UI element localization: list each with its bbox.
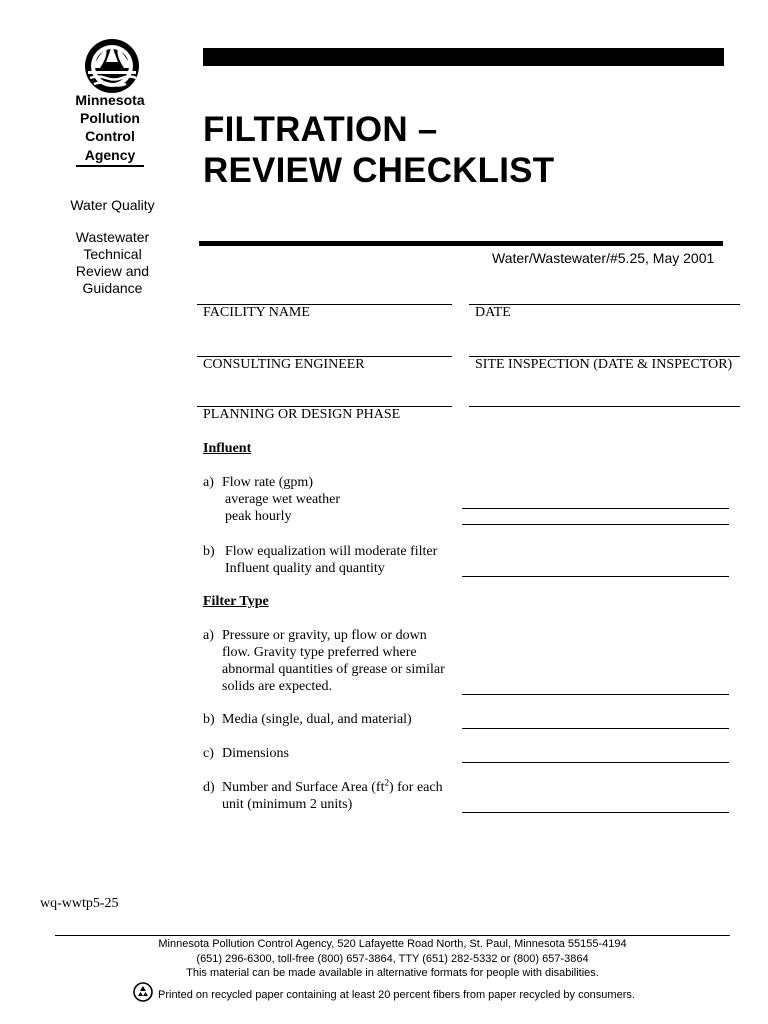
date-label: DATE [475,305,511,320]
footer-address: Minnesota Pollution Control Agency, 520 Lafayette Road North, St. Paul, Minnesota 55155-4194 [158,938,627,950]
footer-recycled-note: Printed on recycled paper containing at least 20 percent fibers from paper recycled by consumers. [158,989,635,1001]
site-inspection-label: SITE INSPECTION (DATE & INSPECTOR) [475,357,733,372]
filter-type-item-c [203,745,458,763]
planning-phase-label: PLANNING OR DESIGN PHASE [203,407,401,422]
item-text: average wet weather [225,492,341,507]
item-text: Flow rate (gpm) [222,475,313,490]
item-letter: a) [203,475,214,490]
footer-phones: (651) 296-6300, toll-free (800) 657-3864, TTY (651) 282-5332 or (800) 657-3864 [196,953,589,965]
footer-rule [55,935,730,936]
item-text: Flow equalization will moderate filter [225,544,438,559]
title-rule [199,241,723,246]
footer-accessibility: This material can be made available in alternative formats for people with disabilities. [186,967,599,979]
filter-type-item-a [203,627,458,697]
item-text: Pressure or gravity, up flow or down [222,628,427,643]
item-letter: d) [203,780,215,795]
filter-type-item-d [203,779,458,815]
item-text: Dimensions [222,746,289,761]
mpca-logo-icon [78,38,146,94]
program-label: Water Quality [70,197,155,213]
item-letter: c) [203,746,214,761]
agency-name-line-4: Agency [84,147,136,163]
item-text: peak hourly [225,509,292,524]
item-text: solids are expected. [222,679,333,694]
flow-equalization-answer-line[interactable] [462,576,729,577]
item-text: Influent quality and quantity [225,561,385,576]
peak-hourly-answer-line[interactable] [462,524,729,525]
dimensions-answer-line[interactable] [462,762,729,763]
influent-heading: Influent [203,441,252,456]
agency-underline [76,165,144,167]
influent-item-b [203,543,453,579]
item-letter: b) [203,712,215,727]
item-letter: b) [203,544,215,559]
filter-type-heading: Filter Type [203,594,269,609]
agency-name-line-1: Minnesota [75,92,145,108]
document-reference: Water/Wastewater/#5.25, May 2001 [492,250,715,266]
series-line-2: Technical [83,246,142,262]
number-surface-area-answer-line[interactable] [462,812,729,813]
influent-item-a [203,474,453,526]
form-code: wq-wwtp5-25 [40,896,119,911]
item-letter: a) [203,628,214,643]
item-text: Media (single, dual, and material) [222,712,412,727]
item-text: abnormal quantities of grease or similar [222,662,445,677]
consulting-engineer-label: CONSULTING ENGINEER [203,357,365,372]
page-title-line-2: REVIEW CHECKLIST [203,151,555,190]
superscript: 2 [384,777,389,788]
facility-name-label: FACILITY NAME [203,305,310,320]
item-text [222,779,443,796]
pressure-or-gravity-answer-line[interactable] [462,694,729,695]
item-text: flow. Gravity type preferred where [222,645,417,660]
item-text-part: Number and Surface Area (ft [222,780,385,795]
header-bar [203,48,724,66]
planning-phase-extra-line[interactable] [469,406,740,407]
agency-name-line-3: Control [85,128,135,144]
media-answer-line[interactable] [462,728,729,729]
series-line-3: Review and [75,263,150,279]
page-title-line-1: FILTRATION – [203,110,438,149]
item-text-part: ) for each [388,780,443,795]
avg-wet-weather-answer-line[interactable] [462,508,729,509]
series-line-1: Wastewater [75,229,150,245]
recycle-icon [133,982,153,1002]
agency-name-line-2: Pollution [80,110,140,126]
filter-type-item-b [203,711,458,729]
series-line-4: Guidance [82,280,143,296]
item-text: unit (minimum 2 units) [222,797,353,812]
